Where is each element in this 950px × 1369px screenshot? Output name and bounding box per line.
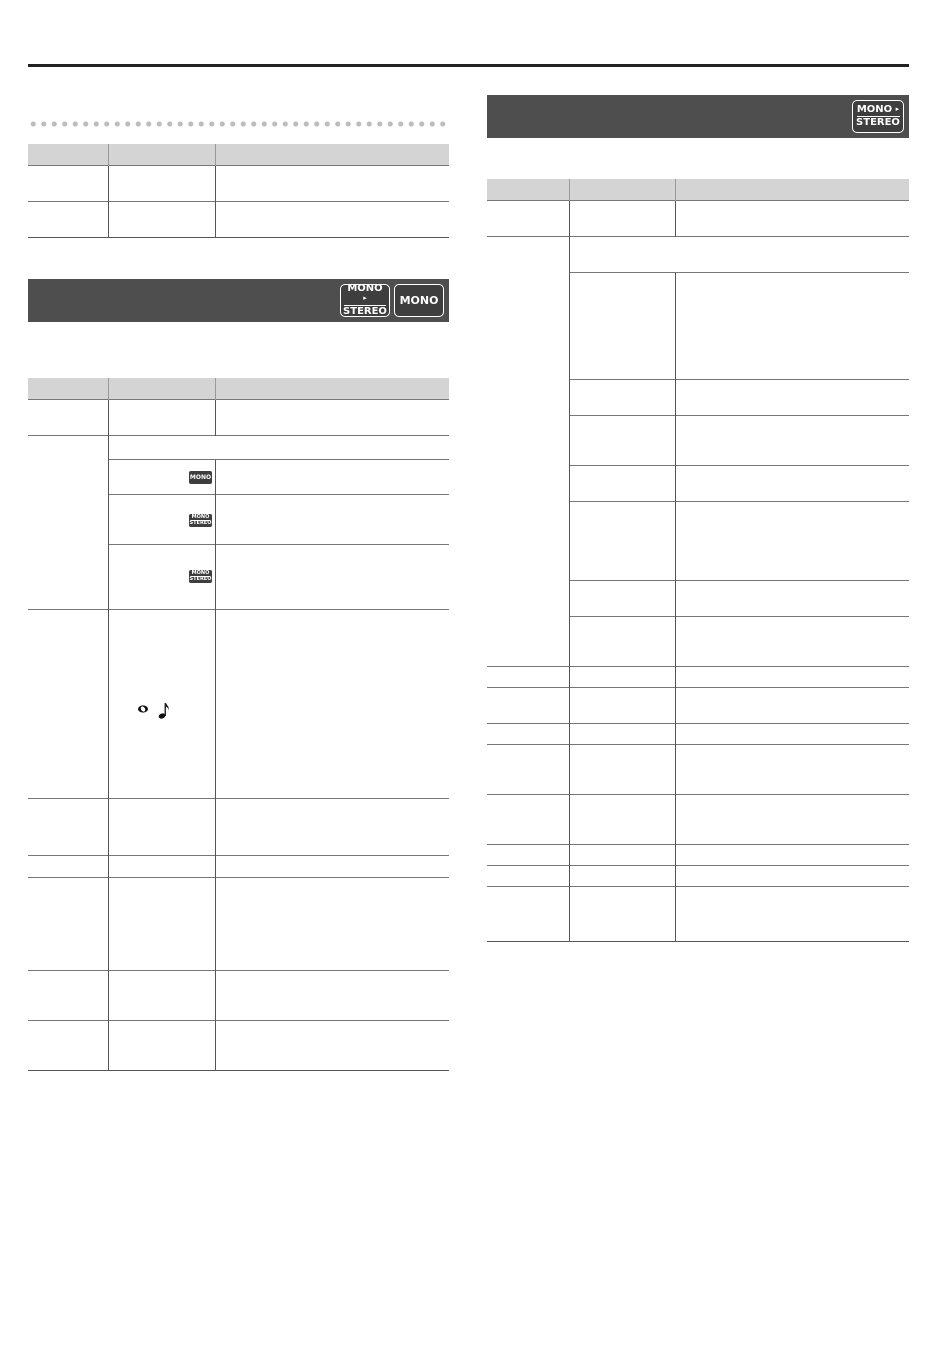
mono-stereo-badge-icon: MONO ▸ STEREO (852, 100, 904, 133)
table-row (487, 795, 909, 845)
table-row (28, 799, 449, 856)
table-row (28, 1021, 449, 1071)
whole-note-icon (137, 702, 149, 717)
table-row (28, 971, 449, 1021)
table-row (28, 400, 449, 436)
section-banner-right (487, 95, 909, 138)
table-header-row (487, 179, 909, 201)
mono-badge-icon: MONO (189, 471, 212, 484)
table-row (487, 866, 909, 887)
left-table-top (28, 144, 449, 238)
table-row (487, 237, 909, 273)
table-row (487, 667, 909, 688)
table-row (28, 610, 449, 799)
mono-badge-icon: MONO (394, 284, 444, 317)
table-row (487, 845, 909, 866)
mono-stereo-badge-icon: MONO STEREO (189, 570, 212, 582)
table-row (28, 878, 449, 971)
dotted-separator (28, 120, 449, 128)
table-row (28, 202, 449, 238)
table-row (487, 745, 909, 795)
left-table-main (28, 378, 449, 1071)
mono-stereo-badge-icon: MONO ▸ STEREO (340, 284, 390, 317)
table-header-row (28, 144, 449, 166)
right-table-main (487, 179, 909, 942)
table-row (487, 688, 909, 724)
table-header-row (28, 378, 449, 400)
eighth-note-icon (158, 702, 170, 723)
mono-stereo-badge-icon: MONO STEREO (189, 514, 212, 526)
table-row (28, 436, 449, 460)
table-row (487, 201, 909, 237)
table-row (28, 166, 449, 202)
top-rule (28, 64, 909, 67)
table-row (28, 856, 449, 878)
table-row (487, 724, 909, 745)
section-banner-left (28, 279, 449, 322)
table-row (487, 887, 909, 942)
